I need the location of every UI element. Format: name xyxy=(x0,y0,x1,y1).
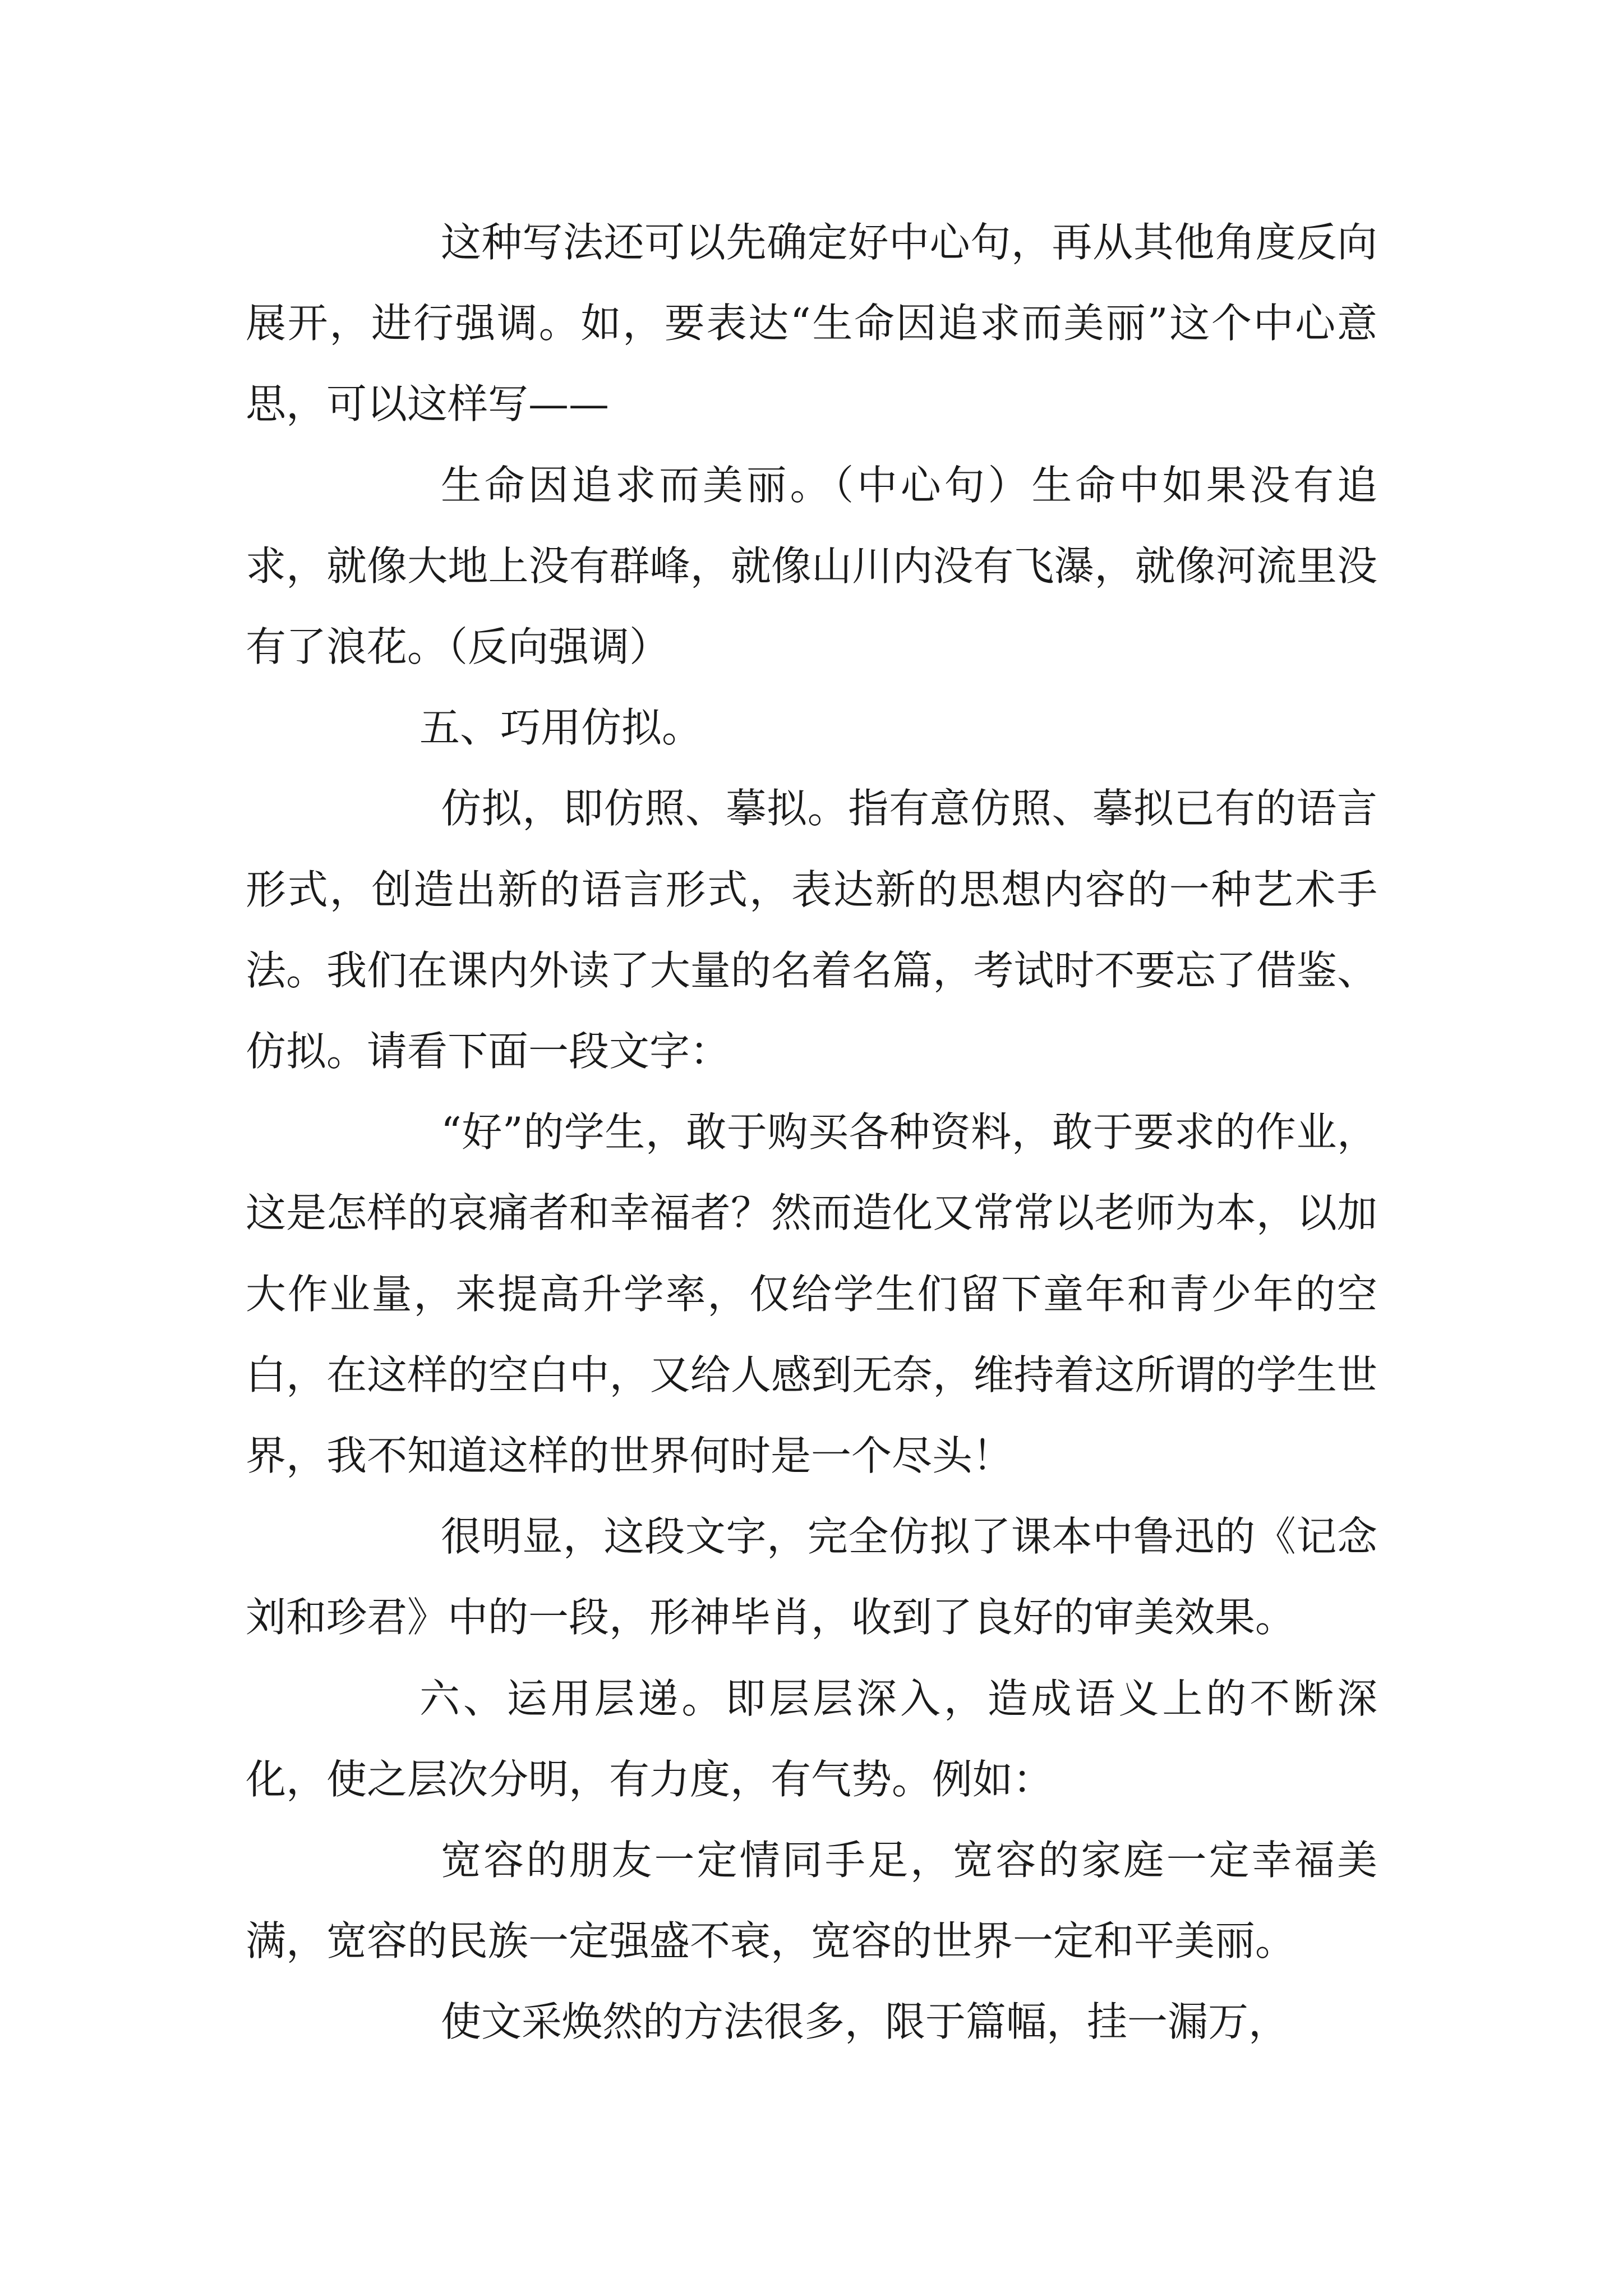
paragraph-reverse-emphasis-intro: 这种写法还可以先确定好中心句，再从其他角度反向展开，进行强调。如，要表达“生命因追求而美丽”这个中心意思，可以这样写—— xyxy=(246,219,1377,428)
paragraph-imitation-example: “好”的学生，敢于购买各种资料，敢于要求的作业，这是怎样的哀痛者和幸福者？然而造化又常常以老师为本，以加大作业量，来提高升学率，仅给学生们留下童年和青少年的空白，在这样的空白中，又给人感到无奈，维持着这所谓的学生世界，我不知道这样的世界何时是一个尽头！ xyxy=(246,1108,1377,1480)
section-heading-imitation: 五、巧用仿拟。 xyxy=(419,704,703,752)
body-text xyxy=(246,202,1377,2063)
paragraph-gradation-example: 宽容的朋友一定情同手足，宽容的家庭一定幸福美满，宽容的民族一定强盛不衰，宽容的世界一定和平美丽。 xyxy=(246,1837,1377,1965)
paragraph-imitation-comment: 很明显，这段文字，完全仿拟了课本中鲁迅的《记念刘和珍君》中的一段，形神毕肖，收到了良好的审美效果。 xyxy=(246,1513,1377,1641)
paragraph-reverse-emphasis-example: 生命因追求而美丽。（中心句）生命中如果没有追求，就像大地上没有群峰，就像山川内没有飞瀑，就像河流里没有了浪花。（反向强调） xyxy=(246,461,1377,671)
paragraph-conclusion: 使文采焕然的方法很多，限于篇幅，挂一漏万， xyxy=(441,1998,1289,2046)
section-heading-gradation: 六、运用层递。即层层深入，造成语义上的不断深化，使之层次分明，有力度，有气势。例如： xyxy=(246,1674,1377,1803)
paragraph-imitation-definition: 仿拟，即仿照、摹拟。指有意仿照、摹拟已有的语言形式，创造出新的语言形式，表达新的思想内容的一种艺术手法。我们在课内外读了大量的名着名篇，考试时不要忘了借鉴、仿拟。请看下面一段文字： xyxy=(246,785,1377,1075)
